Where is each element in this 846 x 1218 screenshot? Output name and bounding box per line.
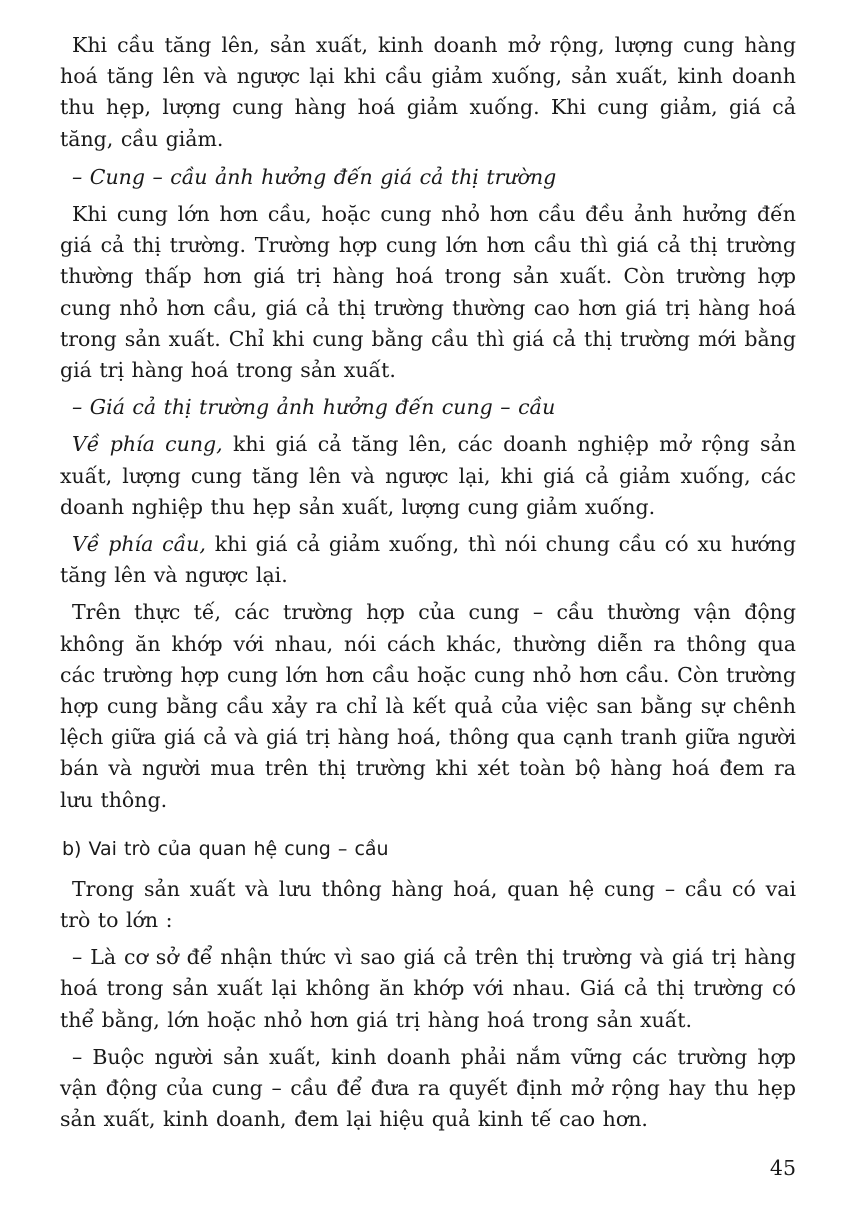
paragraph-role-two: – Buộc người sản xuất, kinh doanh phải nắm vững các trường hợp vận động của cung – cầu để đưa ra quyết định mở rộng hay thu hẹp sản xuất, kinh doanh, đem lại hiệu quả kinh tế cao hơn.: [60, 1044, 796, 1132]
demand-side-text: khi giá cả giảm xuống, thì nói chung cầu có xu hướng tăng lên và ngược lại.: [60, 532, 796, 588]
subheading-supply-demand-affects-price: – Cung – cầu ảnh hưởng đến giá cả thị trường: [72, 164, 557, 189]
supply-side-lead: Về phía cung,: [72, 432, 223, 457]
paragraph-demand-side: [60, 529, 796, 591]
subheading-price-affects-supply-demand: – Giá cả thị trường ảnh hưởng đến cung – cầu: [72, 395, 556, 420]
paragraph-role-one: – Là cơ sở để nhận thức vì sao giá cả trên thị trường và giá trị hàng hoá trong sản xuất lại không ăn khớp với nhau. Giá cả thị trường có thể bằng, lớn hoặc nhỏ hơn giá trị hàng hoá trong sản xuất.: [60, 945, 796, 1032]
paragraph-market-reality: Trên thực tế, các trường hợp của cung – cầu thường vận động không ăn khớp với nhau, nói cách khác, thường diễn ra thông qua các trường hợp cung lớn hơn cầu hoặc cung nhỏ hơn cầu. Còn trường hợp cung bằng cầu xảy ra chỉ là kết quả của việc san bằng sự chênh lệch giữa giá cả và giá trị hàng hoá, thông qua cạnh tranh giữa người bán và người mua trên thị trường khi xét toàn bộ hàng hoá đem ra lưu thông.: [60, 600, 796, 812]
paragraph-supply-side: [60, 429, 796, 523]
demand-side-lead: Về phía cầu,: [72, 532, 206, 557]
paragraph-supply-vs-demand-price: Khi cung lớn hơn cầu, hoặc cung nhỏ hơn cầu đều ảnh hưởng đến giá cả thị trường. Trường hợp cung lớn hơn cầu thì giá cả thị trường thường thấp hơn giá trị hàng hoá trong sản xuất. Còn trường hợp cung nhỏ hơn cầu, giá cả thị trường thường cao hơn giá trị hàng hoá trong sản xuất. Chỉ khi cung bằng cầu thì giá cả thị trường mới bằng giá trị hàng hoá trong sản xuất.: [60, 202, 796, 383]
section-heading-b: b) Vai trò của quan hệ cung – cầu: [62, 837, 389, 860]
page-number: 45: [769, 1156, 796, 1180]
paragraph-role-intro: Trong sản xuất và lưu thông hàng hoá, quan hệ cung – cầu có vai trò to lớn :: [60, 876, 796, 933]
paragraph-supply-demand-production: Khi cầu tăng lên, sản xuất, kinh doanh mở rộng, lượng cung hàng hoá tăng lên và ngược lại khi cầu giảm xuống, sản xuất, kinh doanh thu hẹp, lượng cung hàng hoá giảm xuống. Khi cung giảm, giá cả tăng, cầu giảm.: [60, 33, 796, 151]
supply-side-text: khi giá cả tăng lên, các doanh nghiệp mở rộng sản xuất, lượng cung tăng lên và ngược lại, khi giá cả giảm xuống, các doanh nghiệp thu hẹp sản xuất, lượng cung giảm xuống.: [60, 432, 796, 519]
document-page: [60, 30, 796, 1190]
